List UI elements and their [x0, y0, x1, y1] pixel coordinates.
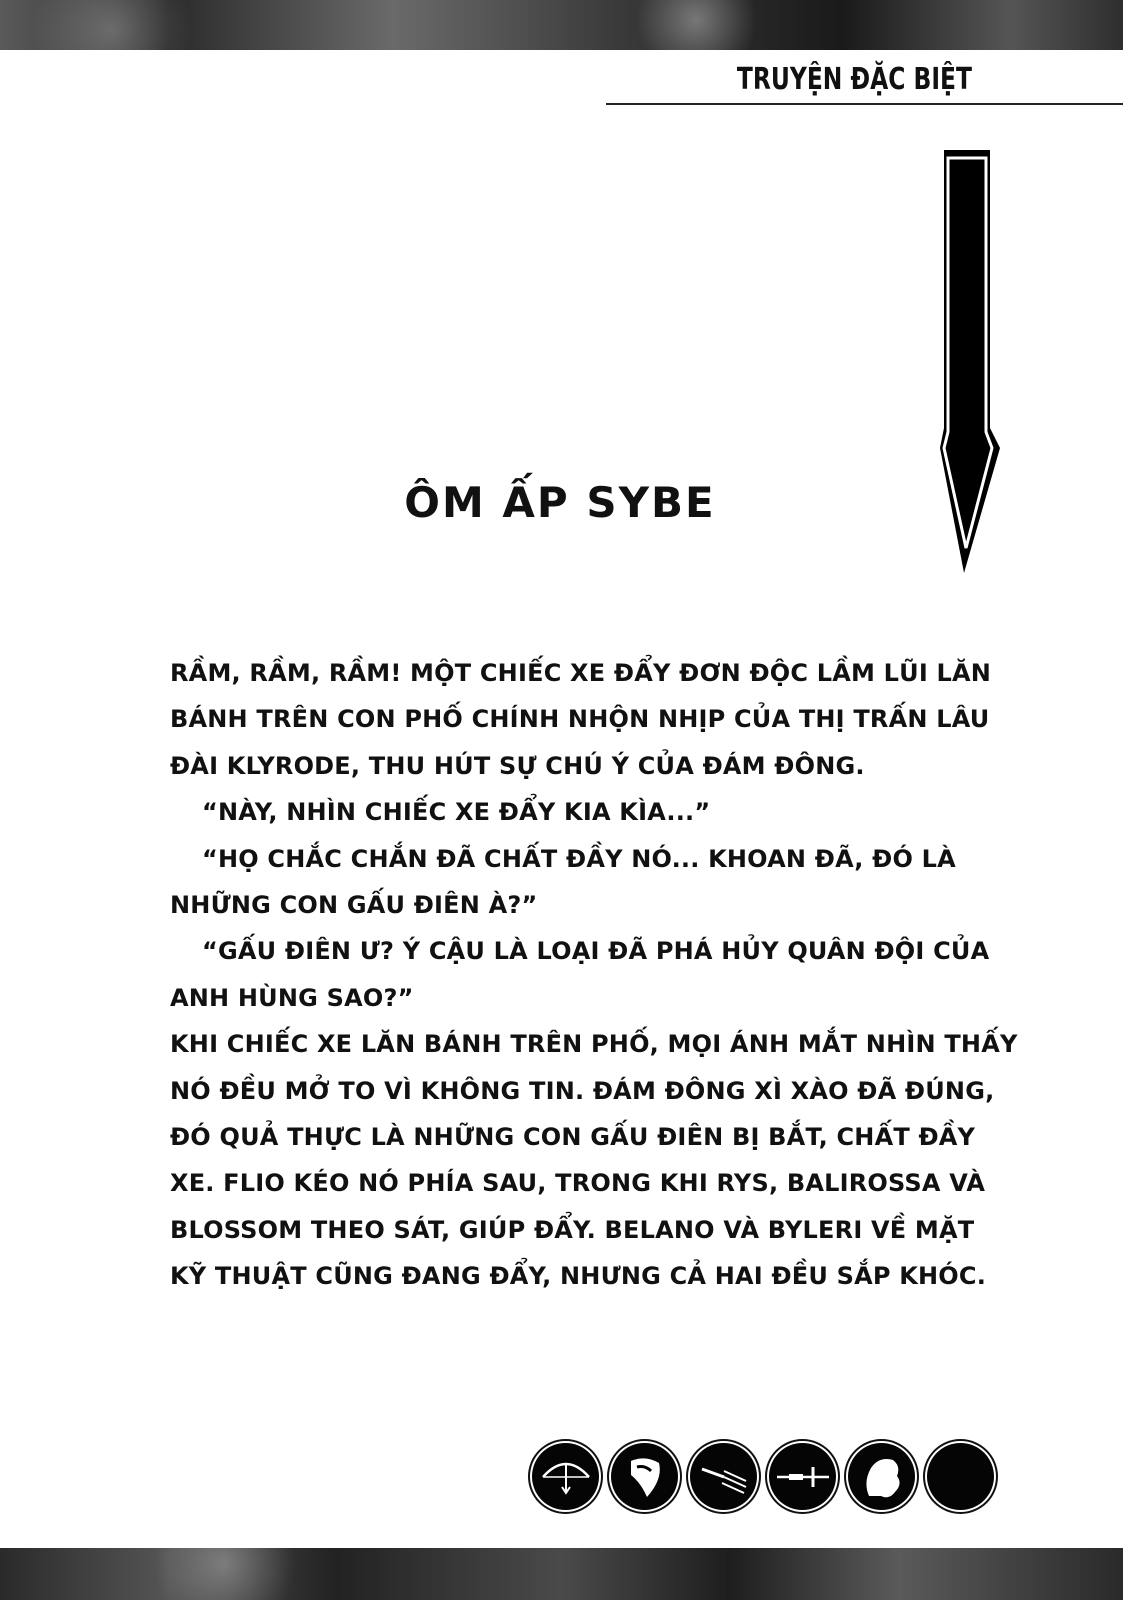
sword-icon [769, 1443, 836, 1510]
bottom-decorative-band [0, 1548, 1123, 1600]
body-line: RẦM, RẦM, RẦM! MỘT CHIẾC XE ĐẨY ĐƠN ĐỘC LẦM LŨI LĂN [170, 659, 992, 687]
bow-icon [532, 1443, 599, 1510]
story-title: ÔM ẤP SYBE [404, 478, 716, 527]
body-line: “GẤU ĐIÊN Ư? Ý CẬU LÀ LOẠI ĐÃ PHÁ HỦY QUÂN ĐỘI CỦA [202, 937, 990, 966]
body-line: KỸ THUẬT CŨNG ĐANG ĐẨY, NHƯNG CẢ HAI ĐỀU SẮP KHÓC. [170, 1262, 987, 1291]
footer-icon-row [532, 1443, 1002, 1513]
body-line: NÓ ĐỀU MỞ TO VÌ KHÔNG TIN. ĐÁM ĐÔNG XÌ XÀO ĐÃ ĐÚNG, [170, 1076, 995, 1105]
header-divider [606, 103, 1123, 105]
body-line: BÁNH TRÊN CON PHỐ CHÍNH NHỘN NHỊP CỦA THỊ TRẤN LÂU [170, 705, 990, 734]
fork-icon [690, 1443, 757, 1510]
body-line: NHỮNG CON GẤU ĐIÊN À?” [170, 890, 538, 919]
heart-shield-icon [611, 1443, 678, 1510]
body-line: “NÀY, NHÌN CHIẾC XE ĐẨY KIA KÌA...” [202, 798, 711, 827]
down-arrow-icon [940, 148, 1002, 578]
section-label: TRUYỆN ĐẶC BIỆT [736, 62, 972, 98]
blank-icon [927, 1443, 994, 1510]
body-line: “HỌ CHẮC CHẮN ĐÃ CHẤT ĐẦY NÓ... KHOAN ĐÃ, ĐÓ LÀ [202, 844, 956, 873]
body-line: ANH HÙNG SAO?” [170, 983, 414, 1012]
body-line: KHI CHIẾC XE LĂN BÁNH TRÊN PHỐ, MỌI ÁNH MẮT NHÌN THẤY [170, 1030, 1018, 1059]
body-line: ĐÓ QUẢ THỰC LÀ NHỮNG CON GẤU ĐIÊN BỊ BẮT, CHẤT ĐẦY [170, 1122, 976, 1151]
top-decorative-band [0, 0, 1123, 50]
body-line: XE. FLIO KÉO NÓ PHÍA SAU, TRONG KHI RYS, BALIROSSA VÀ [170, 1169, 986, 1198]
silhouette-head-icon [848, 1443, 915, 1510]
body-line: ĐÀI KLYRODE, THU HÚT SỰ CHÚ Ý CỦA ĐÁM ĐÔNG. [170, 751, 865, 780]
body-line: BLOSSOM THEO SÁT, GIÚP ĐẨY. BELANO VÀ BYLERI VỀ MẶT [170, 1215, 975, 1244]
story-body [170, 650, 1018, 1299]
